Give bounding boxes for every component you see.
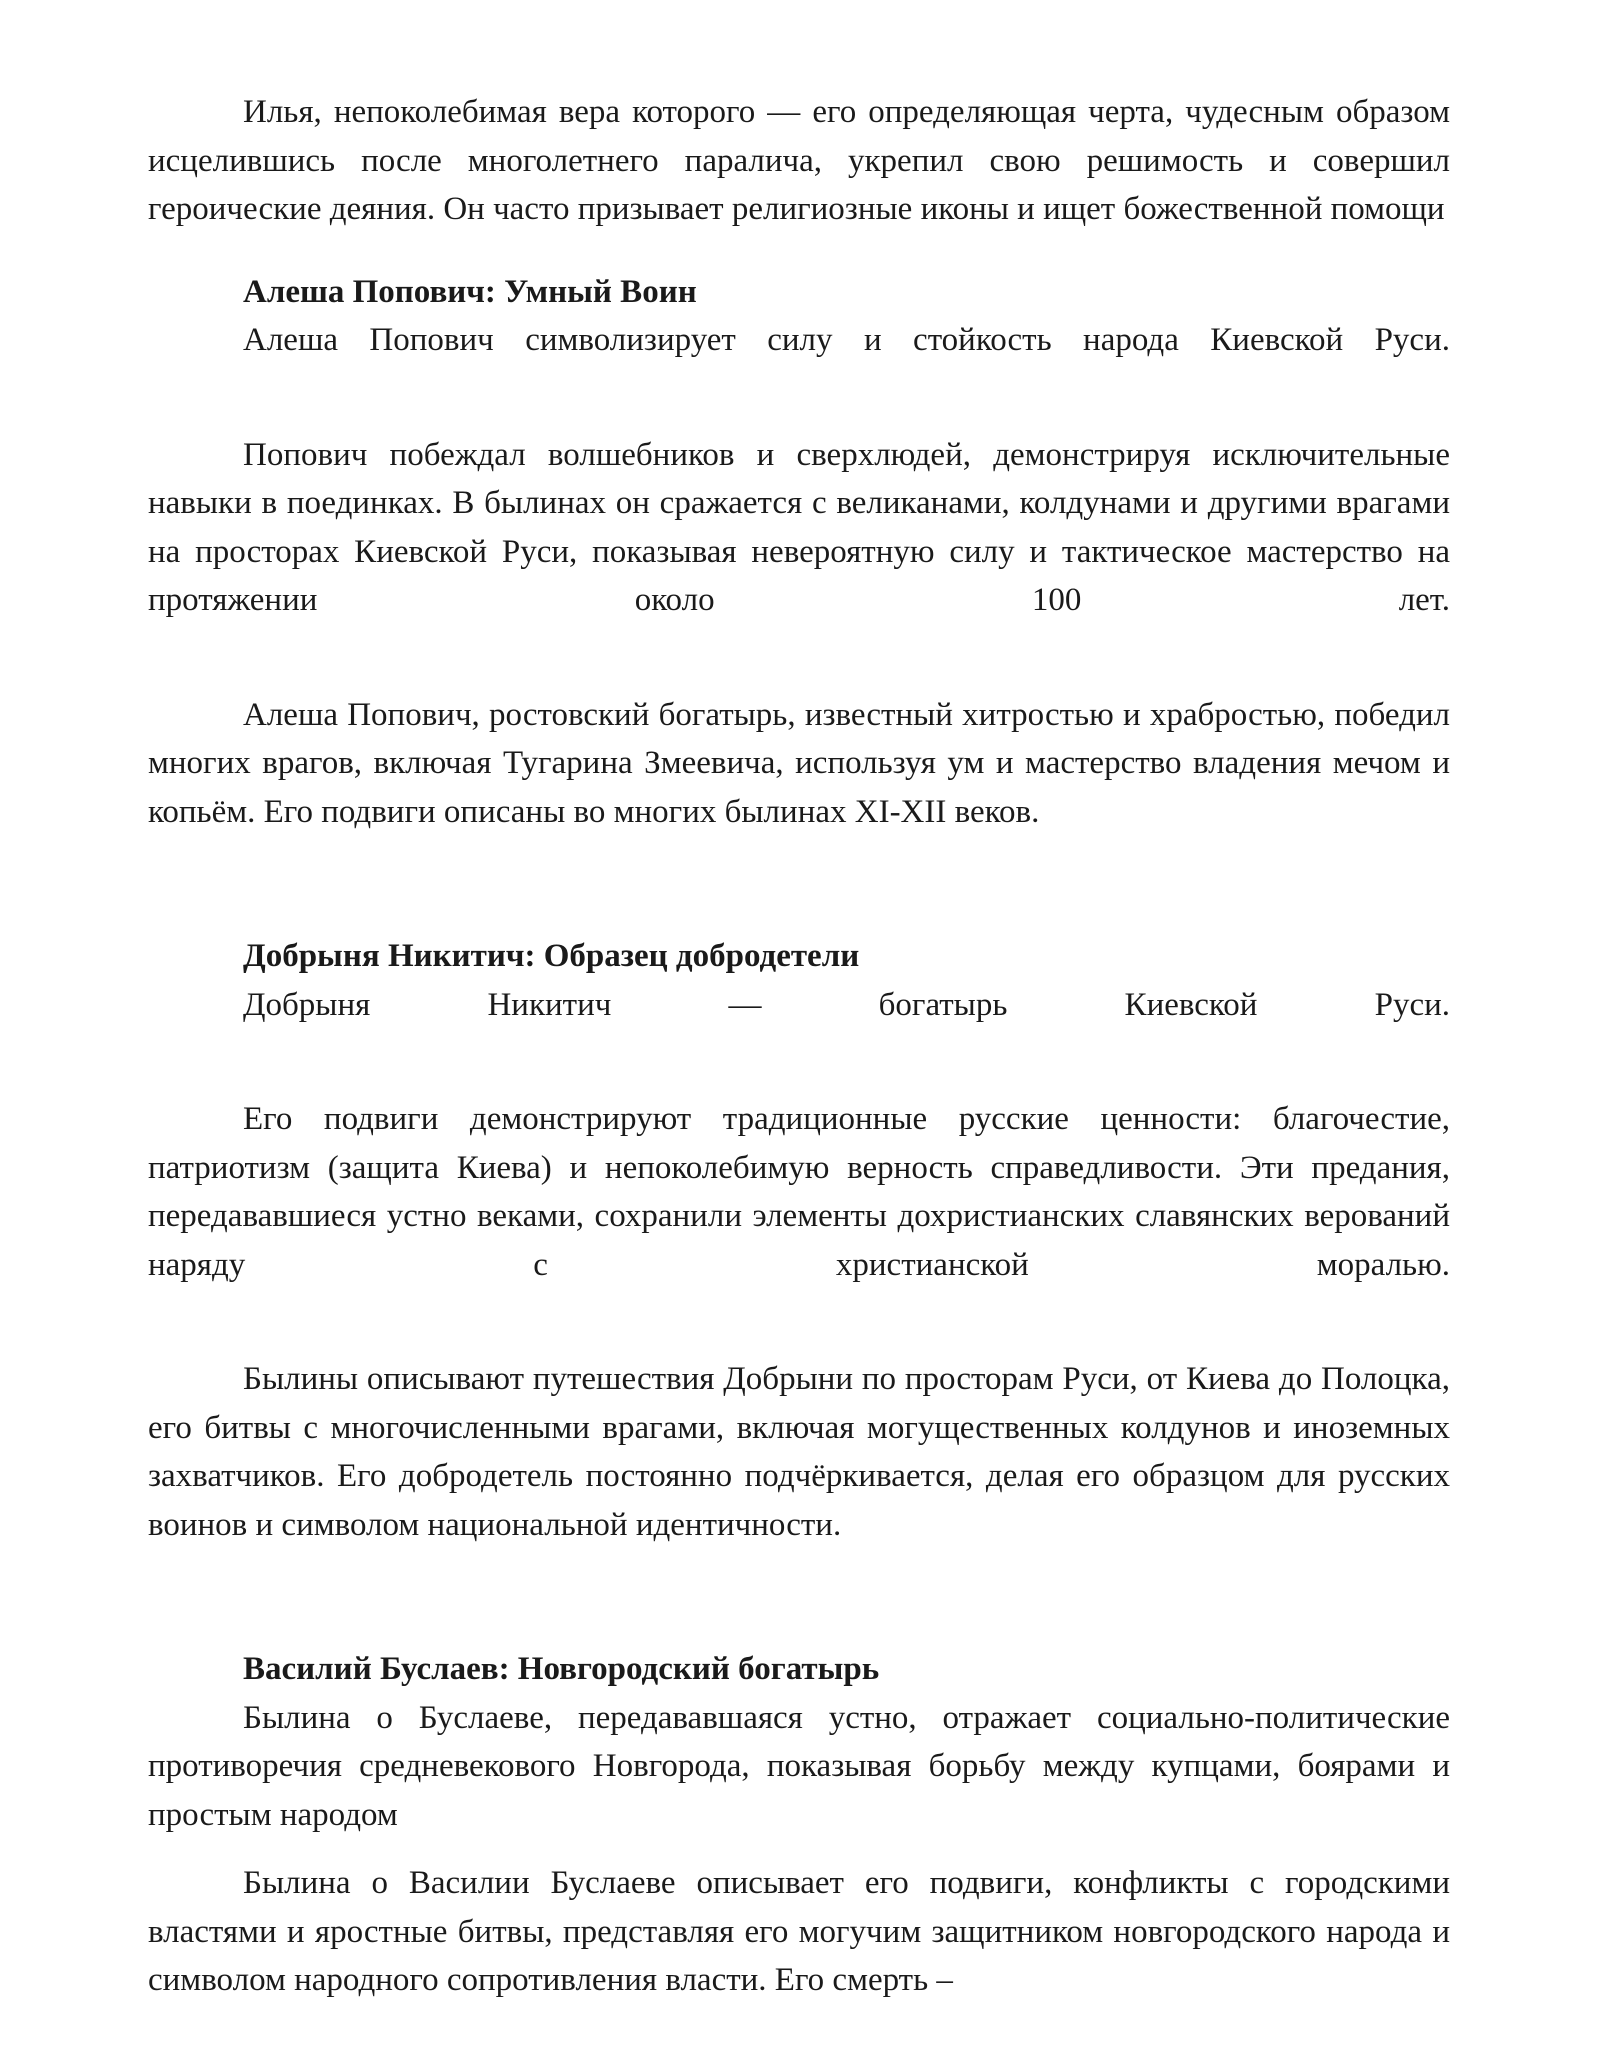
- paragraph-buslaev-feats: Былина о Василии Буслаеве описывает его подвиги, конфликты с городскими властями и яростные битвы, представляя его могучим защитником новгородского народа и символом народного сопротивления власти. Его смерть –: [148, 1865, 1450, 1998]
- paragraph-alesha-feats: Попович побеждал волшебников и сверхлюдей, демонстрируя исключительные навыки в поединках. В былинах он сражается с великанами, колдунами и другими врагами на просторах Киевской Руси, показывая невероятную силу и тактическое мастерство на протяжении около 100 лет.: [148, 436, 1450, 618]
- document-page: [148, 88, 1450, 2005]
- paragraph-ilya-faith: Илья, непоколебимая вера которого — его определяющая черта, чудесным образом исцелившись после многолетнего паралича, укрепил свою решимость и совершил героические деяния. Он часто призывает религиозные иконы и ищет божественной помощи: [148, 94, 1450, 227]
- paragraph-dobrynya-values: Его подвиги демонстрируют традиционные русские ценности: благочестие, патриотизм (защита Киева) и непоколебимую верность справедливости. Эти предания, передававшиеся устно веками, сохранили элементы дохристианских славянских верований наряду с христианской моралью.: [148, 1101, 1450, 1283]
- paragraph-buslaev-intro: Былина о Буслаеве, передававшаяся устно, отражает социально-политические противоречия средневекового Новгорода, показывая борьбу между купцами, боярами и простым народом: [148, 1699, 1450, 1833]
- heading-dobrynya-nikitich: Добрыня Никитич: Образец добродетели: [243, 938, 860, 974]
- heading-vasily-buslaev: Василий Буслаев: Новгородский богатырь: [243, 1651, 880, 1687]
- paragraph-alesha-intro: Алеша Попович символизирует силу и стойкость народа Киевской Руси.: [243, 322, 1450, 358]
- paragraph-dobrynya-travels: Былины описывают путешествия Добрыни по просторам Руси, от Киева до Полоцка, его битвы с многочисленными врагами, включая могущественных колдунов и иноземных захватчиков. Его добродетель постоянно подчёркивается, делая его образцом для русских воинов и символом национальной идентичности.: [148, 1361, 1450, 1543]
- paragraph-dobrynya-intro: Добрыня Никитич — богатырь Киевской Руси.: [243, 986, 1450, 1023]
- heading-alesha-popovich: Алеша Попович: Умный Воин: [243, 273, 697, 310]
- paragraph-alesha-rostov: Алеша Попович, ростовский богатырь, известный хитростью и храбростью, победил многих врагов, включая Тугарина Змеевича, используя ум и мастерство владения мечом и копьём. Его подвиги описаны во многих былинах XI-XII веков.: [148, 696, 1450, 830]
